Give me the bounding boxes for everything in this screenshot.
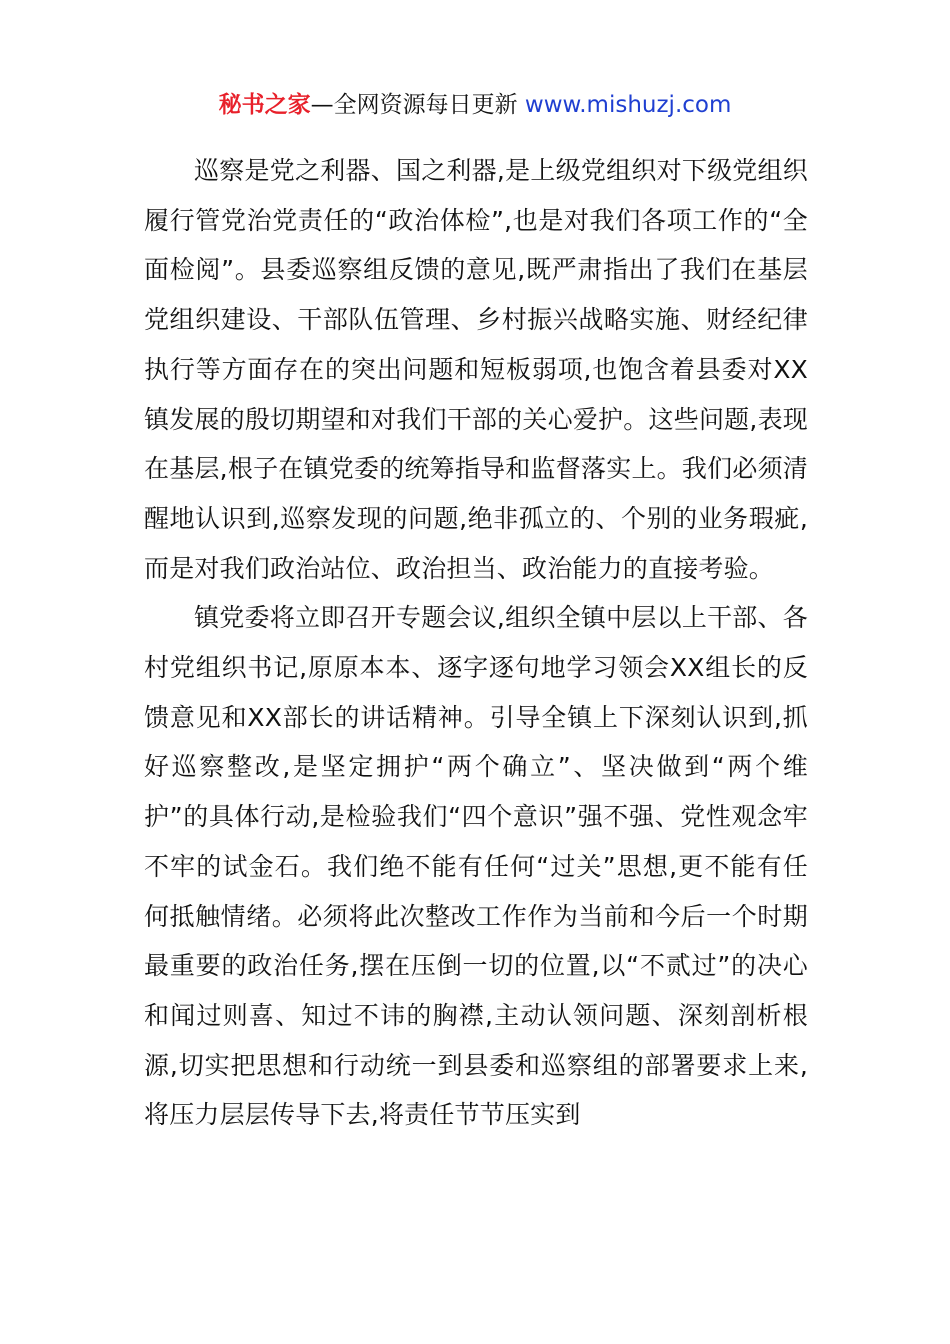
paragraph-2: 镇党委将立即召开专题会议,组织全镇中层以上干部、各村党组织书记,原原本本、逐字逐句地学习领会XX组长的反馈意见和XX部长的讲话精神。引导全镇上下深刻认识到,抓好巡察整改,是坚定拥护“两个确立”、坚决做到“两个维护”的具体行动,是检验我们“四个意识”强不强、党性观念牢不牢的试金石。我们绝不能有任何“过关”思想,更不能有任何抵触情绪。必须将此次整改工作作为当前和今后一个时期最重要的政治任务,摆在压倒一切的位置,以“不贰过”的决心和闻过则喜、知过不讳的胸襟,主动认领问题、深刻剖析根源,切实把思想和行动统一到县委和巡察组的部署要求上来,将压力层层传导下去,将责任节节压实到 (144, 603, 808, 1130)
document-body (144, 146, 808, 1140)
paragraph-1: 巡察是党之利器、国之利器,是上级党组织对下级党组织履行管党治党责任的“政治体检”,也是对我们各项工作的“全面检阅”。县委巡察组反馈的意见,既严肃指出了我们在基层党组织建设、干部队伍管理、乡村振兴战略实施、财经纪律执行等方面存在的突出问题和短板弱项,也饱含着县委对XX镇发展的殷切期望和对我们干部的关心爱护。这些问题,表现在基层,根子在镇党委的统筹指导和监督落实上。我们必须清醒地认识到,巡察发现的问题,绝非孤立的、个别的业务瑕疵,而是对我们政治站位、政治担当、政治能力的直接考验。 (144, 156, 808, 583)
site-url-link[interactable]: www.mishuzj.com (524, 92, 732, 118)
header-tagline: —全网资源每日更新 (310, 92, 525, 118)
brand-name: 秘书之家 (218, 92, 311, 118)
site-header (0, 88, 950, 122)
